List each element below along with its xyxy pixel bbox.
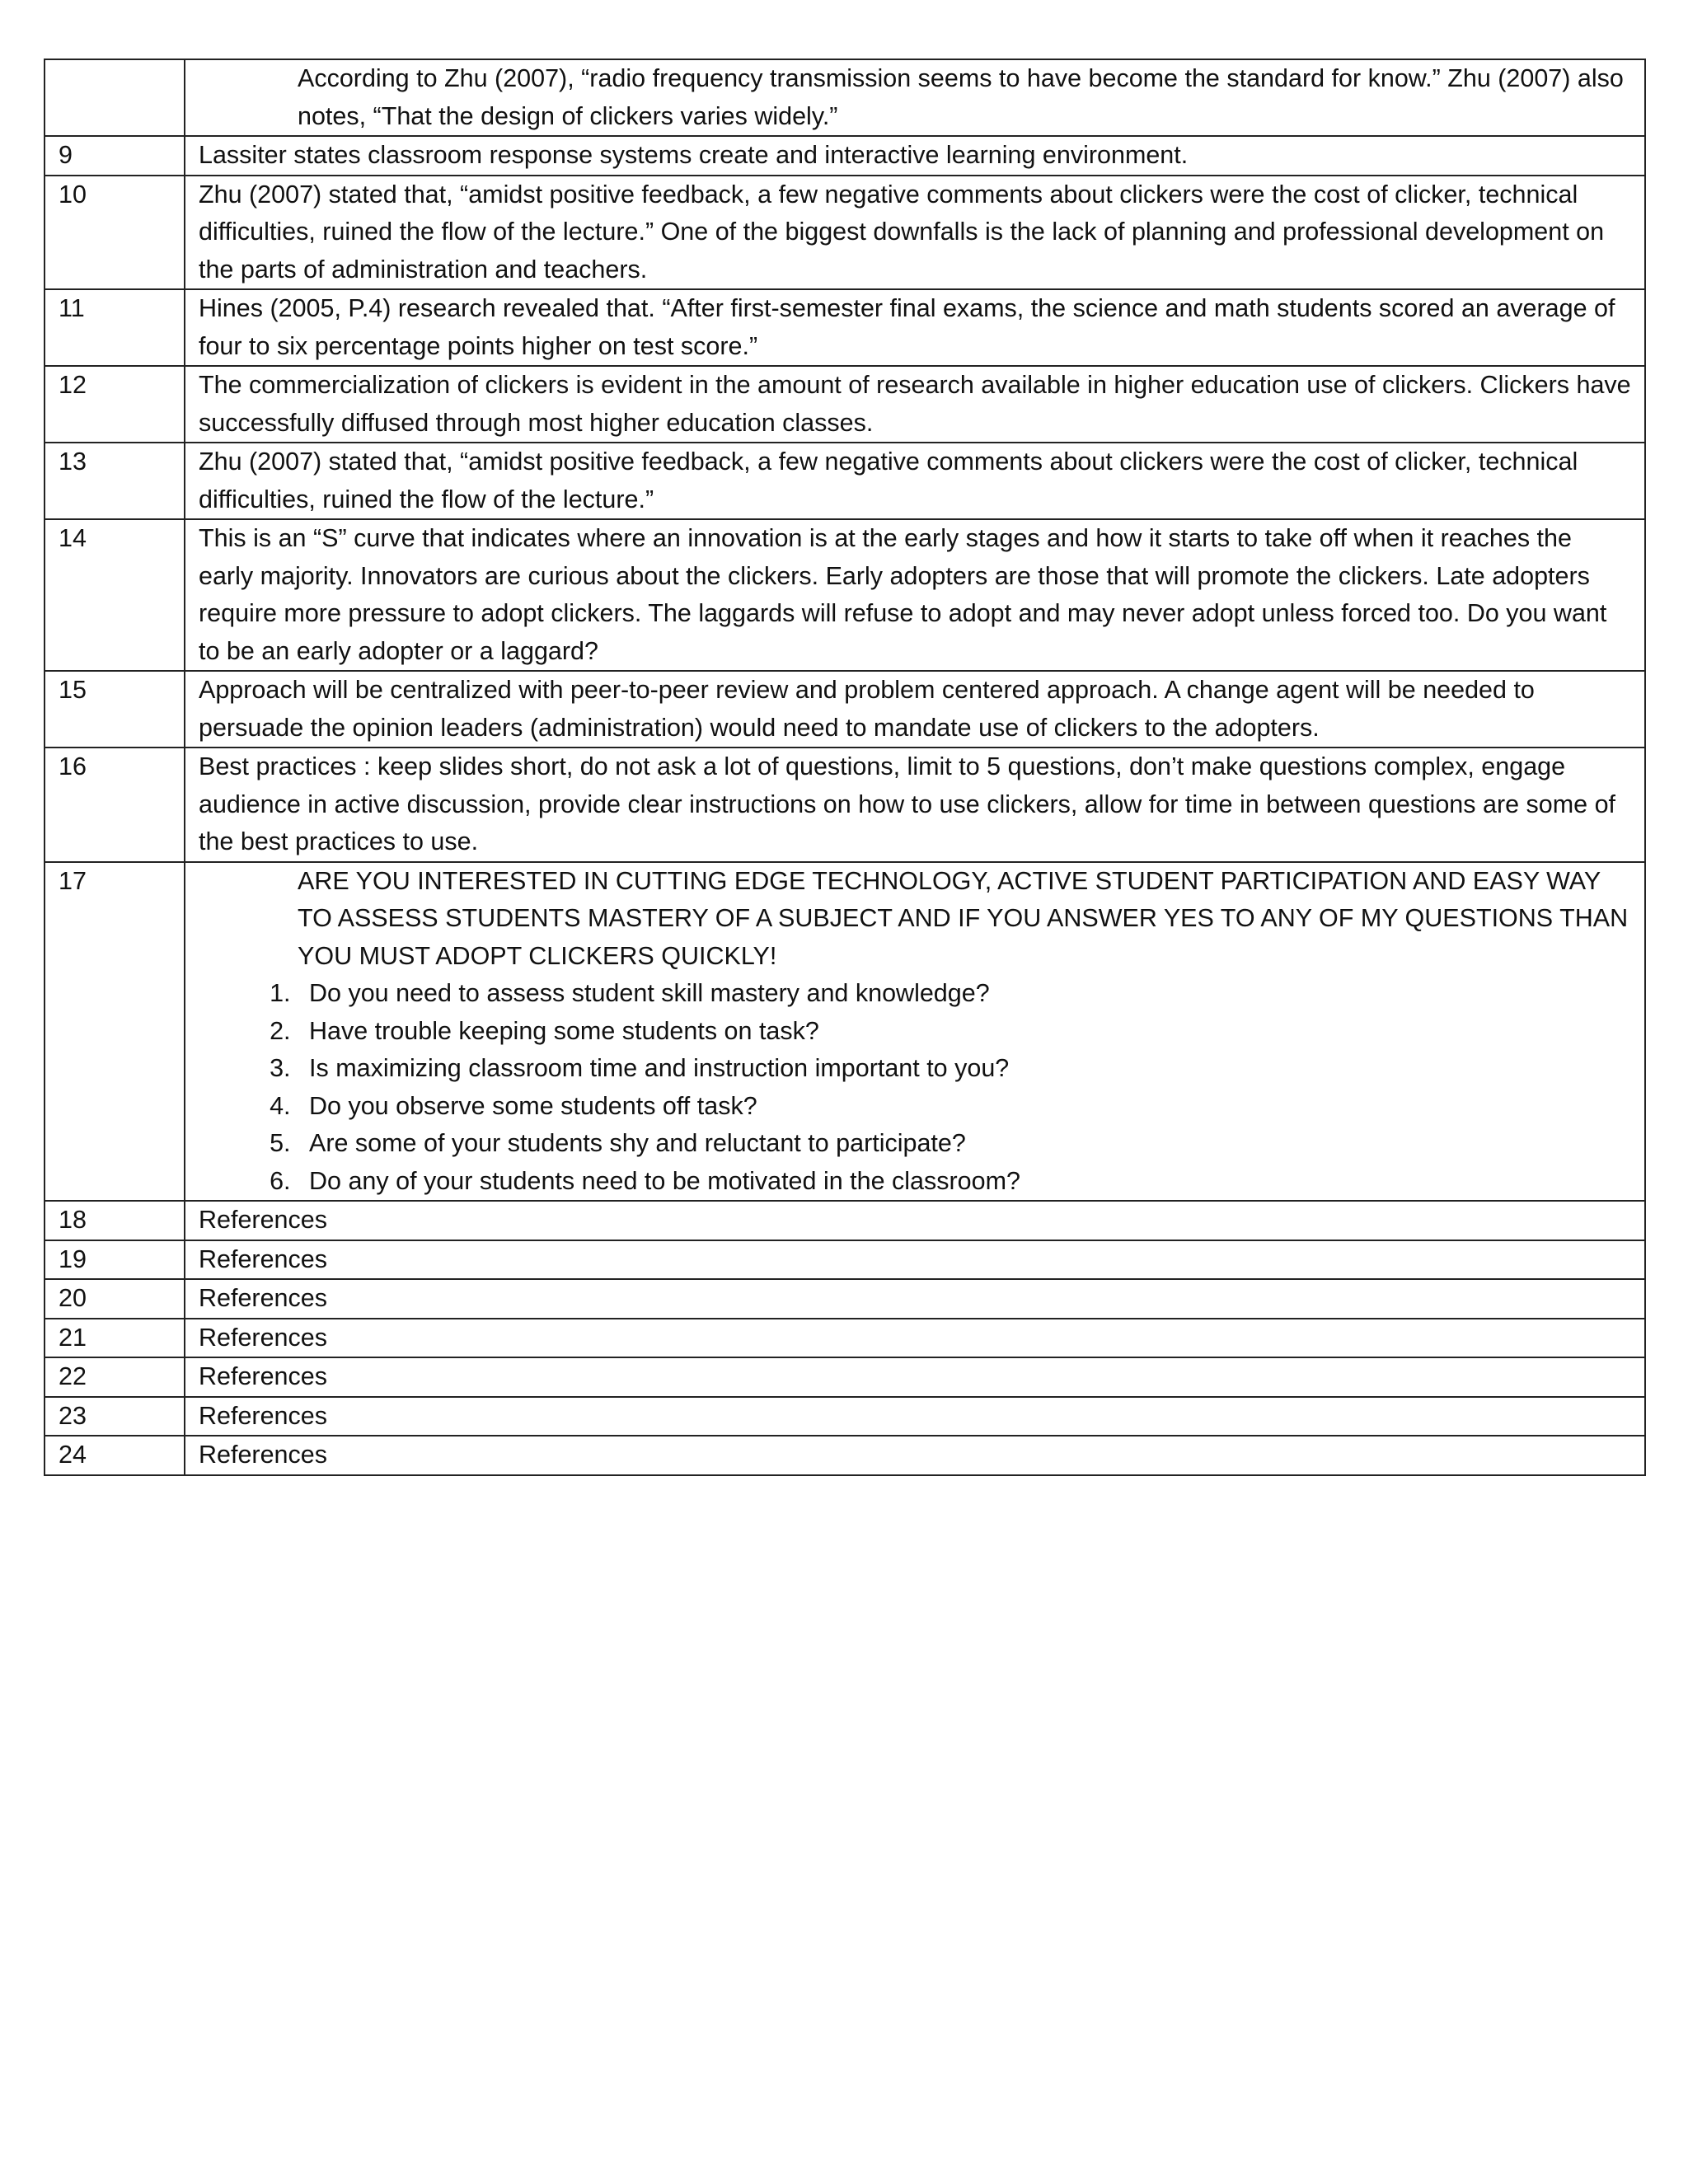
row-text: Approach will be centralized with peer-to-peer review and problem centered approach. A change agent will be needed to persuade the opinion leaders (administration) would need to mandate use of clickers to the adopters. xyxy=(185,671,1645,748)
row-number xyxy=(45,59,185,136)
row-number: 11 xyxy=(45,289,185,366)
row-text: Hines (2005, P.4) research revealed that. “After first-semester final exams, the science and math students scored an average of four to six percentage points higher on test score.” xyxy=(185,289,1645,366)
row-text: References xyxy=(185,1397,1645,1436)
table-row xyxy=(45,748,1645,862)
table-row xyxy=(45,1357,1645,1397)
table-row xyxy=(45,1436,1645,1475)
notes-table xyxy=(44,59,1646,1476)
row-number: 17 xyxy=(45,862,185,1202)
row-text: References xyxy=(185,1201,1645,1240)
table-row xyxy=(45,1319,1645,1358)
list-item: 5. Are some of your students shy and reluctant to participate? xyxy=(298,1125,1631,1163)
question-list xyxy=(199,975,1631,1200)
table-row xyxy=(45,136,1645,176)
table-row xyxy=(45,1240,1645,1280)
list-item: 1. Do you need to assess student skill mastery and knowledge? xyxy=(298,975,1631,1013)
row-number: 12 xyxy=(45,366,185,443)
row-number: 10 xyxy=(45,176,185,290)
table-row xyxy=(45,1397,1645,1436)
row-number: 9 xyxy=(45,136,185,176)
row-text: Lassiter states classroom response systems create and interactive learning environment. xyxy=(185,136,1645,176)
table-row xyxy=(45,443,1645,519)
row-number: 24 xyxy=(45,1436,185,1475)
list-item: 6. Do any of your students need to be motivated in the classroom? xyxy=(298,1163,1631,1201)
table-row xyxy=(45,176,1645,290)
list-item: 3. Is maximizing classroom time and instruction important to you? xyxy=(298,1050,1631,1088)
row-number: 23 xyxy=(45,1397,185,1436)
table-row xyxy=(45,366,1645,443)
table-row xyxy=(45,59,1645,136)
list-item: 2. Have trouble keeping some students on task? xyxy=(298,1013,1631,1051)
row-text: References xyxy=(185,1357,1645,1397)
table-row xyxy=(45,1279,1645,1319)
row-number: 21 xyxy=(45,1319,185,1358)
row-text: This is an “S” curve that indicates where an innovation is at the early stages and how it starts to take off when it reaches the early majority. Innovators are curious about the clickers. Early adopters are those that will promote the clickers. Late adopters require more pressure to adopt clickers. The laggards will refuse to adopt and may never adopt unless forced too. Do you want to be an early adopter or a laggard? xyxy=(185,519,1645,671)
table-row xyxy=(45,519,1645,671)
table-row xyxy=(45,1201,1645,1240)
row-text: The commercialization of clickers is evident in the amount of research available in higher education use of clickers. Clickers have successfully diffused through most higher education classes. xyxy=(185,366,1645,443)
row-text: Best practices : keep slides short, do not ask a lot of questions, limit to 5 questions, don’t make questions complex, engage audience in active discussion, provide clear instructions on how to use clickers, allow for time in between questions are some of the best practices to use. xyxy=(185,748,1645,862)
table-row xyxy=(45,671,1645,748)
table-row xyxy=(45,862,1645,1202)
row-text: Zhu (2007) stated that, “amidst positive feedback, a few negative comments about clickers were the cost of clicker, technical difficulties, ruined the flow of the lecture.” One of the biggest downfalls is the lack of planning and professional development on the parts of administration and teachers. xyxy=(185,176,1645,290)
row-text xyxy=(185,59,1645,136)
table-row xyxy=(45,289,1645,366)
row-text: Zhu (2007) stated that, “amidst positive feedback, a few negative comments about clickers were the cost of clicker, technical difficulties, ruined the flow of the lecture.” xyxy=(185,443,1645,519)
row-text: References xyxy=(185,1436,1645,1475)
row-number: 13 xyxy=(45,443,185,519)
row-text xyxy=(185,862,1645,1202)
row-number: 16 xyxy=(45,748,185,862)
row-text: References xyxy=(185,1279,1645,1319)
call-to-action-heading: ARE YOU INTERESTED IN CUTTING EDGE TECHNOLOGY, ACTIVE STUDENT PARTICIPATION AND EASY WAY TO ASSESS STUDENTS MASTERY OF A SUBJECT AND IF YOU ANSWER YES TO ANY OF MY QUESTIONS THAN YOU MUST ADOPT CLICKERS QUICKLY! xyxy=(298,866,1629,970)
row-number: 18 xyxy=(45,1201,185,1240)
row-text: References xyxy=(185,1319,1645,1358)
list-item: 4. Do you observe some students off task? xyxy=(298,1088,1631,1126)
row-text: References xyxy=(185,1240,1645,1280)
row-number: 20 xyxy=(45,1279,185,1319)
row-number: 14 xyxy=(45,519,185,671)
row-number: 19 xyxy=(45,1240,185,1280)
indented-quote: According to Zhu (2007), “radio frequency transmission seems to have become the standard for know.” Zhu (2007) also notes, “That the design of clickers varies widely.” xyxy=(298,64,1624,130)
row-number: 15 xyxy=(45,671,185,748)
row-number: 22 xyxy=(45,1357,185,1397)
